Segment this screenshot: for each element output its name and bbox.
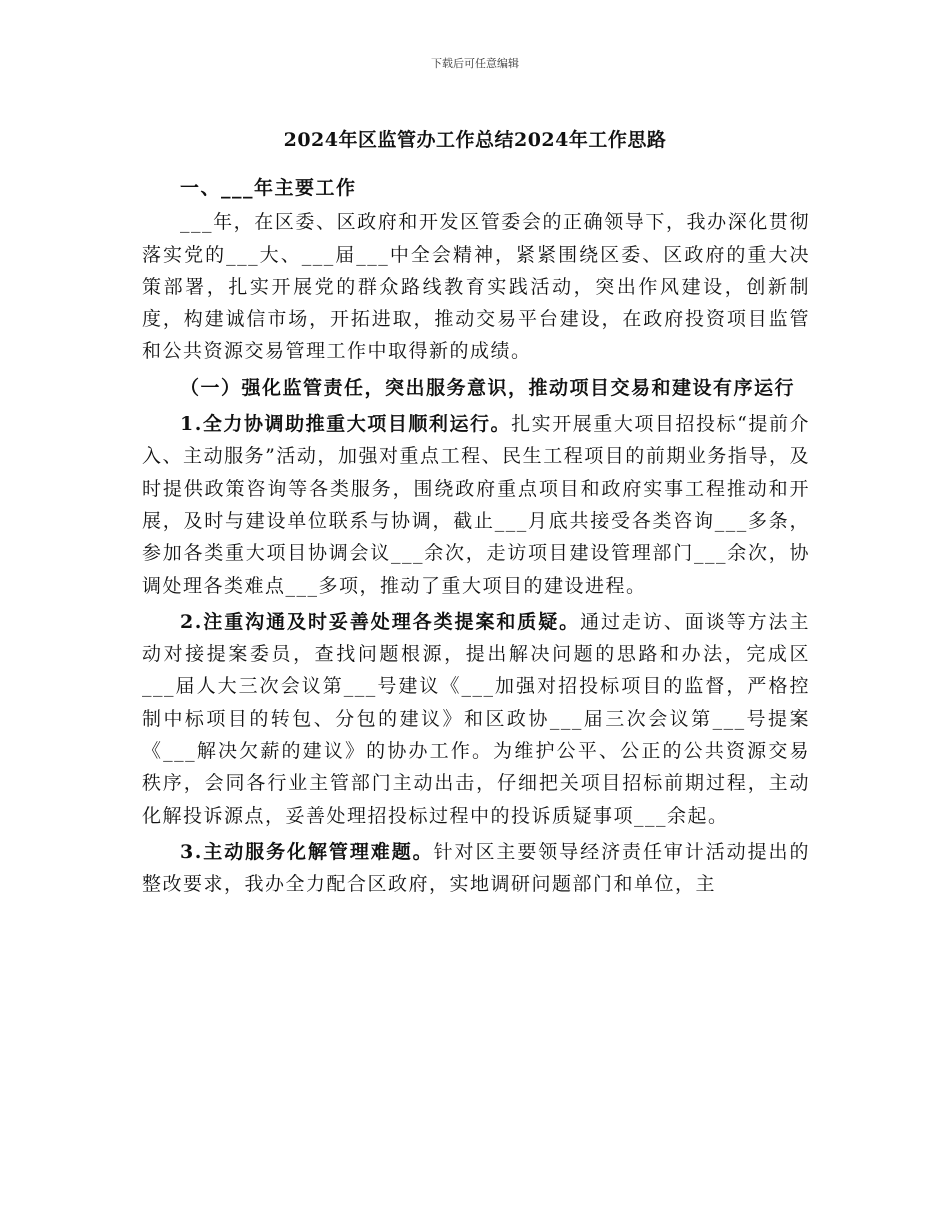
item-1-title: 1.全力协调助推重大项目顺利运行。 xyxy=(180,413,512,436)
item-2-paragraph xyxy=(142,606,810,832)
item-3-paragraph xyxy=(142,836,810,901)
document-title: 2024年区监管办工作总结2024年工作思路 xyxy=(283,129,667,151)
document-body xyxy=(142,172,810,901)
item-2-body: 通过走访、面谈等方法主动对接提案委员，查找问题根源，提出解决问题的思路和办法，完成区___届人大三次会议第___号建议《___加强对招投标项目的监督，严格控制中标项目的转包、分包的建议》和区政协___届三次会议第___号提案《___解决欠薪的建议》的协办工作。为维护公平、公正的公共资源交易秩序，会同各行业主管部门主动出击，仔细把关项目招标前期过程，主动化解投诉源点，妥善处理招投标过程中的投诉质疑事项___余起。 xyxy=(142,610,810,827)
page-header-note: 下载后可任意编辑 xyxy=(431,57,519,70)
subsection-heading-1: （一）强化监管责任，突出服务意识，推动项目交易和建设有序运行 xyxy=(180,376,796,399)
section-heading-1: 一、___年主要工作 xyxy=(180,177,357,199)
item-2-title: 2.注重沟通及时妥善处理各类提案和质疑。 xyxy=(180,610,581,633)
item-3-body: 针对区主要领导经济责任审计活动提出的整改要求，我办全力配合区政府，实地调研问题部门和单位，主 xyxy=(142,840,810,896)
intro-paragraph: ___年，在区委、区政府和开发区管委会的正确领导下，我办深化贯彻落实党的___大、___届___中全会精神，紧紧围绕区委、区政府的重大决策部署，扎实开展党的群众路线教育实践活动，突出作风建设，创新制度，构建诚信市场，开拓进取，推动交易平台建设，在政府投资项目监管和公共资源交易管理工作中取得新的成绩。 xyxy=(142,211,810,363)
item-1-body: 扎实开展重大项目招投标“提前介入、主动服务”活动，加强对重点工程、民生工程项目的前期业务指导，及时提供政策咨询等各类服务，围绕政府重点项目和政府实事工程推动和开展，及时与建设单位联系与协调，截止___月底共接受各类咨询___多条，参加各类重大项目协调会议___余次，走访项目建设管理部门___余次，协调处理各类难点___多项，推动了重大项目的建设进程。 xyxy=(142,413,810,597)
item-3-title: 3.主动服务化解管理难题。 xyxy=(180,840,434,863)
item-1-paragraph xyxy=(142,408,810,602)
